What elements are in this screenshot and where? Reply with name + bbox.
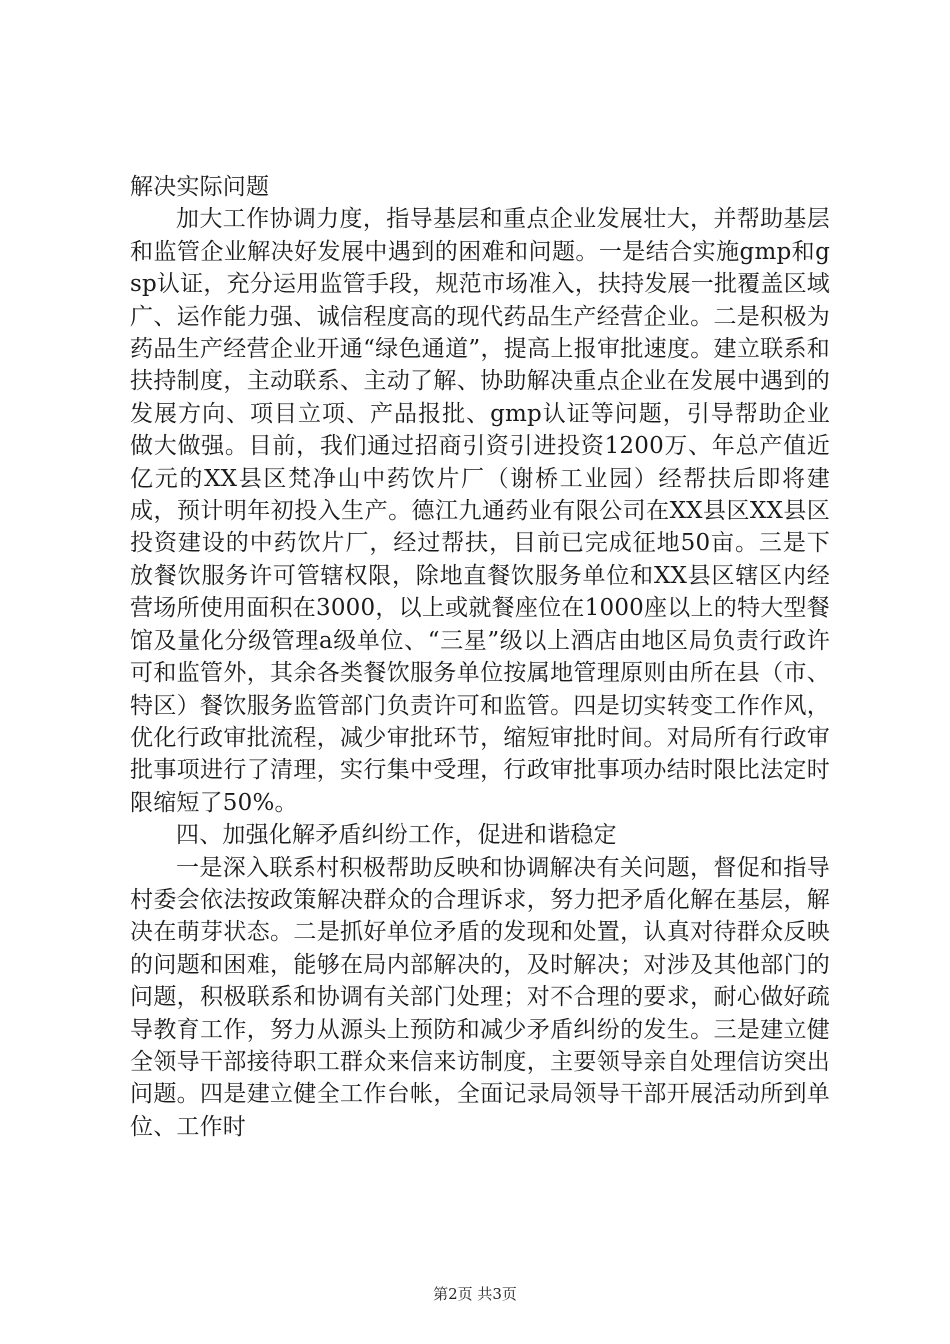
section-heading-continuation: 解决实际问题 — [130, 174, 270, 200]
paragraph-work-coordination: 加大工作协调力度，指导基层和重点企业发展壮大，并帮助基层和监管企业解决好发展中遇到的困难和问题。一是结合实施gmp和gsp认证，充分运用监管手段，规范市场准入，扶持发展一批覆盖区域广、运作能力强、诚信程度高的现代药品生产经营企业。二是积极为药品生产经营企业开通“绿色通道”，提高上报审批速度。建立联系和扶持制度，主动联系、主动了解、协助解决重点企业在发展中遇到的发展方向、项目立项、产品报批、gmp认证等问题，引导帮助企业做大做强。目前，我们通过招商引资引进投资1200万、年总产值近亿元的XX县区梵净山中药饮片厂（谢桥工业园）经帮扶后即将建成，预计明年初投入生产。德江九通药业有限公司在XX县区XX县区投资建设的中药饮片厂，经过帮扶，目前已完成征地50亩。三是下放餐饮服务许可管辖权限，除地直餐饮服务单位和XX县区辖区内经营场所使用面积在3000，以上或就餐座位在1000座以上的特大型餐馆及量化分级管理a级单位、“三星”级以上酒店由地区局负责行政许可和监管外，其余各类餐饮服务单位按属地管理原则由所在县（市、特区）餐饮服务监管部门负责许可和监管。四是切实转变工作作风，优化行政审批流程，减少审批环节，缩短审批时间。对局所有行政审批事项进行了清理，实行集中受理，行政审批事项办结时限比法定时限缩短了50%。 — [130, 206, 830, 816]
section-heading-dispute-resolution: 四、加强化解矛盾纠纷工作，促进和谐稳定 — [176, 822, 617, 849]
page-number-footer: 第2页 共3页 — [433, 1285, 517, 1303]
paragraph-dispute-resolution: 一是深入联系村积极帮助反映和协调解决有关问题，督促和指导村委会依法按政策解决群众的合理诉求，努力把矛盾化解在基层，解决在萌芽状态。二是抓好单位矛盾的发现和处置，认真对待群众反映的问题和困难，能够在局内部解决的，及时解决；对涉及其他部门的问题，积极联系和协调有关部门处理；对不合理的要求，耐心做好疏导教育工作，努力从源头上预防和减少矛盾纠纷的发生。三是建立健全领导干部接待职工群众来信来访制度，主要领导亲自处理信访突出问题。四是建立健全工作台帐，全面记录局领导干部开展活动所到单位、工作时 — [130, 854, 830, 1140]
document-body — [130, 171, 830, 1143]
